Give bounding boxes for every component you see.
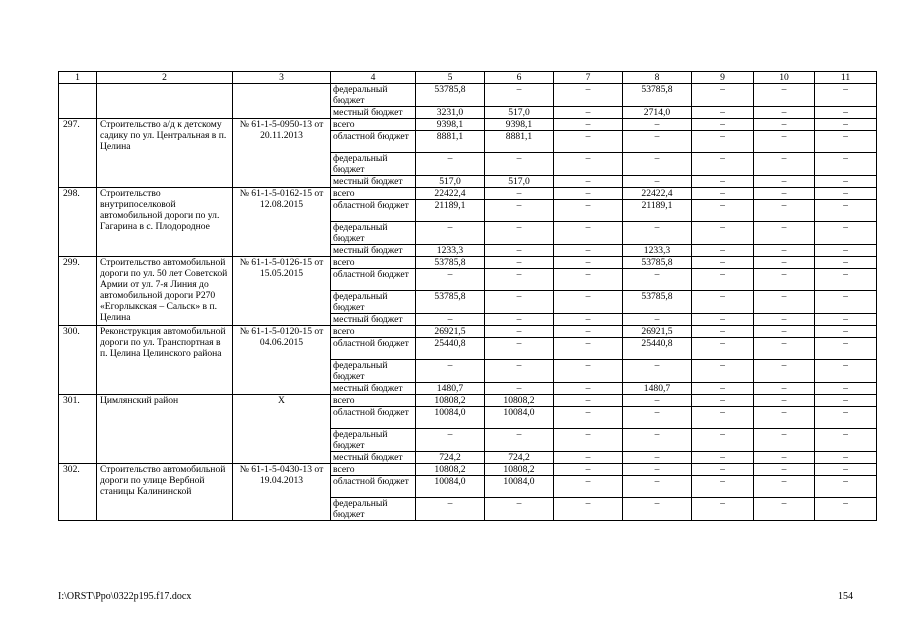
table-row xyxy=(59,464,877,476)
value-cell: – xyxy=(815,131,877,153)
value-cell: – xyxy=(692,338,754,360)
value-cell: 53785,8 xyxy=(623,291,692,314)
value-cell: – xyxy=(623,407,692,429)
value-cell: – xyxy=(692,291,754,314)
value-cell: – xyxy=(485,153,554,176)
value-cell: – xyxy=(815,107,877,119)
value-cell: – xyxy=(623,360,692,383)
value-cell: – xyxy=(554,498,623,521)
value-cell: – xyxy=(485,84,554,107)
value-cell: – xyxy=(815,314,877,326)
item-code: № 61-1-5-0126-15 от 15.05.2015 xyxy=(233,257,331,326)
value-cell: 1233,3 xyxy=(623,245,692,257)
value-cell: – xyxy=(485,257,554,269)
column-header: 1 xyxy=(59,72,97,84)
header-row xyxy=(59,72,877,84)
value-cell: 10084,0 xyxy=(416,476,485,498)
value-cell: 21189,1 xyxy=(416,200,485,222)
value-cell: 10808,2 xyxy=(485,395,554,407)
value-cell: – xyxy=(815,498,877,521)
table-row xyxy=(59,395,877,407)
value-cell: – xyxy=(554,200,623,222)
value-cell: – xyxy=(554,338,623,360)
column-header: 7 xyxy=(554,72,623,84)
funding-source: всего xyxy=(331,257,416,269)
value-cell: – xyxy=(485,338,554,360)
item-number xyxy=(59,84,97,119)
value-cell: – xyxy=(554,291,623,314)
value-cell: – xyxy=(692,498,754,521)
value-cell: – xyxy=(692,222,754,245)
page-number: 154 xyxy=(838,591,853,602)
value-cell: – xyxy=(815,84,877,107)
value-cell: – xyxy=(554,464,623,476)
value-cell: – xyxy=(554,360,623,383)
value-cell: 22422,4 xyxy=(416,188,485,200)
funding-source: местный бюджет xyxy=(331,452,416,464)
value-cell: – xyxy=(815,452,877,464)
column-header: 8 xyxy=(623,72,692,84)
value-cell: 53785,8 xyxy=(416,257,485,269)
value-cell: – xyxy=(416,269,485,291)
value-cell: 517,0 xyxy=(485,107,554,119)
item-number: 299. xyxy=(59,257,97,326)
value-cell: – xyxy=(692,429,754,452)
value-cell: – xyxy=(623,452,692,464)
funding-source: местный бюджет xyxy=(331,176,416,188)
funding-source: всего xyxy=(331,395,416,407)
item-name: Реконструкция автомобильной дороги по ул. Транспортная в п. Целина Целинского района xyxy=(97,326,233,395)
value-cell: – xyxy=(754,291,815,314)
funding-source: областной бюджет xyxy=(331,476,416,498)
value-cell: 53785,8 xyxy=(416,291,485,314)
value-cell: – xyxy=(815,326,877,338)
value-cell: – xyxy=(623,176,692,188)
value-cell: – xyxy=(692,326,754,338)
funding-source: всего xyxy=(331,188,416,200)
value-cell: – xyxy=(754,119,815,131)
value-cell: 26921,5 xyxy=(416,326,485,338)
table-row xyxy=(59,119,877,131)
value-cell: – xyxy=(416,153,485,176)
value-cell: 10808,2 xyxy=(485,464,554,476)
value-cell: – xyxy=(623,476,692,498)
value-cell: – xyxy=(692,131,754,153)
value-cell: – xyxy=(485,383,554,395)
value-cell: 9398,1 xyxy=(485,119,554,131)
value-cell: – xyxy=(485,245,554,257)
value-cell: – xyxy=(692,360,754,383)
column-header: 2 xyxy=(97,72,233,84)
value-cell: – xyxy=(815,176,877,188)
value-cell: – xyxy=(754,176,815,188)
value-cell: 53785,8 xyxy=(416,84,485,107)
funding-source: областной бюджет xyxy=(331,131,416,153)
table-row xyxy=(59,84,877,107)
funding-source: местный бюджет xyxy=(331,314,416,326)
value-cell: 1233,3 xyxy=(416,245,485,257)
value-cell: 3231,0 xyxy=(416,107,485,119)
value-cell: – xyxy=(815,257,877,269)
value-cell: 26921,5 xyxy=(623,326,692,338)
item-code: № 61-1-5-0120-15 от 04.06.2015 xyxy=(233,326,331,395)
value-cell: – xyxy=(554,395,623,407)
item-number: 302. xyxy=(59,464,97,521)
value-cell: – xyxy=(554,84,623,107)
column-header: 6 xyxy=(485,72,554,84)
column-header: 9 xyxy=(692,72,754,84)
value-cell: – xyxy=(416,360,485,383)
item-number: 300. xyxy=(59,326,97,395)
funding-source: федеральный бюджет xyxy=(331,153,416,176)
value-cell: – xyxy=(416,498,485,521)
column-header: 5 xyxy=(416,72,485,84)
value-cell: – xyxy=(485,429,554,452)
value-cell: – xyxy=(692,395,754,407)
value-cell: – xyxy=(554,476,623,498)
budget-table xyxy=(58,71,877,521)
value-cell: – xyxy=(554,269,623,291)
item-number: 298. xyxy=(59,188,97,257)
value-cell: – xyxy=(485,314,554,326)
value-cell: – xyxy=(485,360,554,383)
funding-source: федеральный бюджет xyxy=(331,429,416,452)
value-cell: – xyxy=(692,107,754,119)
value-cell: 25440,8 xyxy=(623,338,692,360)
value-cell: – xyxy=(485,222,554,245)
value-cell: – xyxy=(815,383,877,395)
value-cell: – xyxy=(754,452,815,464)
value-cell: – xyxy=(554,188,623,200)
value-cell: 517,0 xyxy=(485,176,554,188)
item-name: Строительство автомобильной дороги по улице Вербной станицы Калининской xyxy=(97,464,233,521)
value-cell: – xyxy=(623,131,692,153)
item-name: Цимлянский район xyxy=(97,395,233,464)
value-cell: – xyxy=(815,245,877,257)
value-cell: – xyxy=(692,188,754,200)
value-cell: – xyxy=(754,257,815,269)
value-cell: – xyxy=(623,314,692,326)
item-name xyxy=(97,84,233,119)
value-cell: – xyxy=(692,452,754,464)
value-cell: – xyxy=(416,222,485,245)
funding-source: федеральный бюджет xyxy=(331,222,416,245)
value-cell: – xyxy=(754,476,815,498)
value-cell: 724,2 xyxy=(485,452,554,464)
value-cell: – xyxy=(485,291,554,314)
value-cell: – xyxy=(623,498,692,521)
value-cell: – xyxy=(815,200,877,222)
value-cell: – xyxy=(554,222,623,245)
funding-source: областной бюджет xyxy=(331,407,416,429)
value-cell: – xyxy=(692,464,754,476)
value-cell: – xyxy=(815,395,877,407)
value-cell: – xyxy=(815,429,877,452)
value-cell: – xyxy=(754,464,815,476)
value-cell: 2714,0 xyxy=(623,107,692,119)
funding-source: местный бюджет xyxy=(331,107,416,119)
value-cell: 10808,2 xyxy=(416,464,485,476)
value-cell: 10084,0 xyxy=(485,476,554,498)
value-cell: – xyxy=(692,200,754,222)
value-cell: – xyxy=(485,269,554,291)
value-cell: – xyxy=(754,314,815,326)
value-cell: – xyxy=(815,360,877,383)
funding-source: местный бюджет xyxy=(331,245,416,257)
table-row xyxy=(59,257,877,269)
value-cell: – xyxy=(754,269,815,291)
column-header: 11 xyxy=(815,72,877,84)
item-name: Строительство а/д к детскому садику по ул. Центральная в п. Целина xyxy=(97,119,233,188)
item-code: № 61-1-5-0430-13 от 19.04.2013 xyxy=(233,464,331,521)
value-cell: – xyxy=(554,314,623,326)
value-cell: – xyxy=(692,153,754,176)
value-cell: 10808,2 xyxy=(416,395,485,407)
value-cell: – xyxy=(754,326,815,338)
value-cell: 9398,1 xyxy=(416,119,485,131)
value-cell: – xyxy=(754,188,815,200)
item-code: № 61-1-5-0950-13 от 20.11.2013 xyxy=(233,119,331,188)
item-code xyxy=(233,84,331,119)
value-cell: – xyxy=(754,338,815,360)
value-cell: – xyxy=(623,395,692,407)
value-cell: 517,0 xyxy=(416,176,485,188)
value-cell: – xyxy=(554,452,623,464)
funding-source: федеральный бюджет xyxy=(331,84,416,107)
value-cell: – xyxy=(554,257,623,269)
value-cell: – xyxy=(554,176,623,188)
value-cell: – xyxy=(554,429,623,452)
value-cell: – xyxy=(815,407,877,429)
funding-source: федеральный бюджет xyxy=(331,291,416,314)
table-row xyxy=(59,188,877,200)
table-body xyxy=(59,84,877,521)
funding-source: всего xyxy=(331,326,416,338)
item-number: 301. xyxy=(59,395,97,464)
value-cell: – xyxy=(554,245,623,257)
value-cell: – xyxy=(623,429,692,452)
value-cell: – xyxy=(623,464,692,476)
value-cell: 1480,7 xyxy=(623,383,692,395)
value-cell: 8881,1 xyxy=(416,131,485,153)
value-cell: – xyxy=(754,107,815,119)
value-cell: – xyxy=(554,407,623,429)
value-cell: – xyxy=(754,429,815,452)
funding-source: областной бюджет xyxy=(331,338,416,360)
table-row xyxy=(59,326,877,338)
value-cell: – xyxy=(815,269,877,291)
funding-source: всего xyxy=(331,464,416,476)
funding-source: федеральный бюджет xyxy=(331,360,416,383)
item-code: № 61-1-5-0162-15 от 12.08.2015 xyxy=(233,188,331,257)
value-cell: – xyxy=(692,119,754,131)
value-cell: 1480,7 xyxy=(416,383,485,395)
value-cell: – xyxy=(754,222,815,245)
value-cell: – xyxy=(485,498,554,521)
value-cell: – xyxy=(554,107,623,119)
value-cell: – xyxy=(692,407,754,429)
item-name: Строительство автомобильной дороги по ул. 50 лет Советской Армии от ул. 7-я Линия до автомобильной дороги Р270 «Егорлыкская – Сальск» в п. Целина xyxy=(97,257,233,326)
value-cell: 53785,8 xyxy=(623,84,692,107)
column-header: 3 xyxy=(233,72,331,84)
value-cell: – xyxy=(692,383,754,395)
value-cell: – xyxy=(815,338,877,360)
value-cell: 25440,8 xyxy=(416,338,485,360)
value-cell: 10084,0 xyxy=(485,407,554,429)
value-cell: 724,2 xyxy=(416,452,485,464)
funding-source: областной бюджет xyxy=(331,200,416,222)
value-cell: – xyxy=(692,269,754,291)
value-cell: 10084,0 xyxy=(416,407,485,429)
value-cell: – xyxy=(692,84,754,107)
item-name: Строительство внутрипоселковой автомобильной дороги по ул. Гагарина в с. Плодородное xyxy=(97,188,233,257)
value-cell: – xyxy=(554,119,623,131)
value-cell: – xyxy=(416,314,485,326)
column-header: 4 xyxy=(331,72,416,84)
value-cell: – xyxy=(554,153,623,176)
value-cell: – xyxy=(754,245,815,257)
value-cell: – xyxy=(754,395,815,407)
funding-source: федеральный бюджет xyxy=(331,498,416,521)
value-cell: – xyxy=(754,383,815,395)
funding-source: областной бюджет xyxy=(331,269,416,291)
value-cell: 22422,4 xyxy=(623,188,692,200)
funding-source: местный бюджет xyxy=(331,383,416,395)
value-cell: – xyxy=(815,291,877,314)
value-cell: – xyxy=(416,429,485,452)
value-cell: – xyxy=(754,153,815,176)
value-cell: – xyxy=(554,131,623,153)
value-cell: – xyxy=(754,498,815,521)
value-cell: – xyxy=(754,407,815,429)
value-cell: – xyxy=(554,383,623,395)
value-cell: – xyxy=(815,222,877,245)
value-cell: 21189,1 xyxy=(623,200,692,222)
value-cell: – xyxy=(754,84,815,107)
value-cell: – xyxy=(485,326,554,338)
file-path: I:\ORST\Ppo\0322p195.f17.docx xyxy=(58,591,192,602)
value-cell: – xyxy=(692,476,754,498)
value-cell: 8881,1 xyxy=(485,131,554,153)
value-cell: – xyxy=(623,153,692,176)
value-cell: – xyxy=(815,476,877,498)
value-cell: – xyxy=(554,326,623,338)
value-cell: – xyxy=(815,153,877,176)
value-cell: – xyxy=(692,176,754,188)
value-cell: – xyxy=(815,188,877,200)
funding-source: всего xyxy=(331,119,416,131)
value-cell: – xyxy=(815,464,877,476)
value-cell: – xyxy=(692,245,754,257)
value-cell: – xyxy=(815,119,877,131)
value-cell: – xyxy=(754,131,815,153)
value-cell: 53785,8 xyxy=(623,257,692,269)
value-cell: – xyxy=(485,200,554,222)
column-header: 10 xyxy=(754,72,815,84)
item-number: 297. xyxy=(59,119,97,188)
value-cell: – xyxy=(485,188,554,200)
value-cell: – xyxy=(692,257,754,269)
item-code: Х xyxy=(233,395,331,464)
value-cell: – xyxy=(692,314,754,326)
value-cell: – xyxy=(623,222,692,245)
value-cell: – xyxy=(754,200,815,222)
value-cell: – xyxy=(623,269,692,291)
value-cell: – xyxy=(623,119,692,131)
value-cell: – xyxy=(754,360,815,383)
